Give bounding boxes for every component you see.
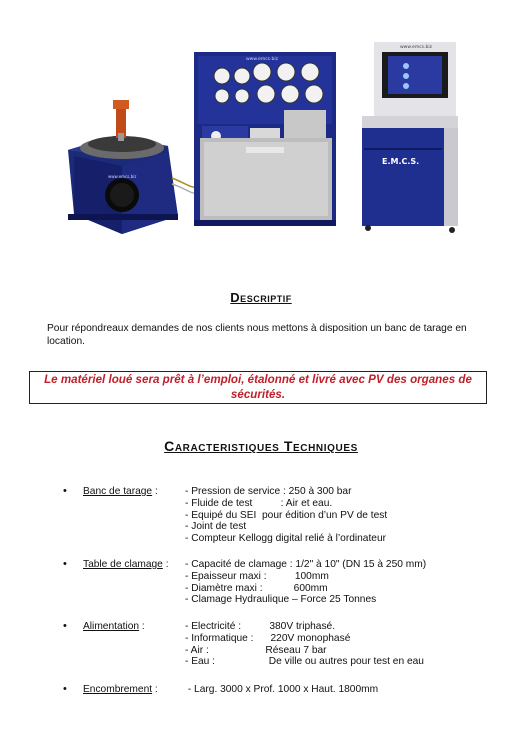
spec-values: [185, 621, 424, 668]
techniques-title: Caracteristiques Techniques: [164, 438, 358, 454]
bullet-icon: •: [63, 558, 67, 570]
spec-values: [185, 559, 426, 606]
spec-line: - Air : Réseau 7 bar: [185, 644, 327, 656]
spec-line: - Clamage Hydraulique – Force 25 Tonnes: [185, 594, 377, 606]
spec-values: [185, 486, 387, 545]
spec-line: - Eau : De ville ou autres pour test en eau: [185, 656, 424, 668]
spec-label: Table de clamage :: [83, 559, 169, 570]
spec-line: - Epaisseur maxi : 100mm: [185, 570, 329, 582]
bullet-icon: •: [63, 683, 67, 695]
spec-line: - Compteur Kellogg digital relié à l’ordinateur: [185, 533, 387, 545]
bullet-icon: •: [63, 485, 67, 497]
bullet-icon: •: [63, 620, 67, 632]
spec-line: - Pression de service : 250 à 300 bar: [185, 486, 352, 497]
brand-label: E.M.C.S.: [382, 157, 420, 166]
site-text-mid: www.emcs.biz: [246, 57, 278, 62]
spec-line: - Equipé du SEI pour édition d’un PV de test: [185, 509, 388, 521]
spec-line: - Informatique : 220V monophasé: [185, 632, 351, 644]
spec-line: - Diamètre maxi : 600mm: [185, 582, 328, 594]
techniques-heading: [0, 438, 522, 454]
spec-label: Banc de tarage :: [83, 486, 158, 497]
spec-line: - Electricité : 380V triphasé.: [185, 621, 336, 632]
spec-line: - Joint de test: [185, 521, 247, 533]
test-bench: [194, 52, 336, 226]
spec-line: - Larg. 3000 x Prof. 1000 x Haut. 1800mm: [185, 684, 379, 695]
site-text-right: www.emcs.biz: [400, 45, 432, 50]
intro-paragraph: Pour répondreaux demandes de nos clients nous mettons à disposition un banc de tarage en location.: [47, 323, 467, 347]
descriptif-title: Descriptif: [230, 290, 292, 305]
spec-values: [185, 684, 378, 696]
spec-line: - Fluide de test : Air et eau.: [185, 497, 333, 509]
product-photo: [60, 38, 470, 250]
clamping-table: [68, 100, 178, 234]
computer-cabinet: [362, 42, 458, 233]
descriptif-heading: [0, 290, 522, 305]
spec-line: - Capacité de clamage : 1/2" à 10" (DN 15 à 250 mm): [185, 559, 427, 570]
spec-label: Alimentation :: [83, 621, 145, 632]
spec-label: Encombrement :: [83, 684, 158, 695]
site-text-left: www.emcs.biz: [108, 174, 137, 179]
rental-notice-box: Le matériel loué sera prêt à l’emploi, étalonné et livré avec PV des organes de sécurités.: [29, 371, 487, 404]
